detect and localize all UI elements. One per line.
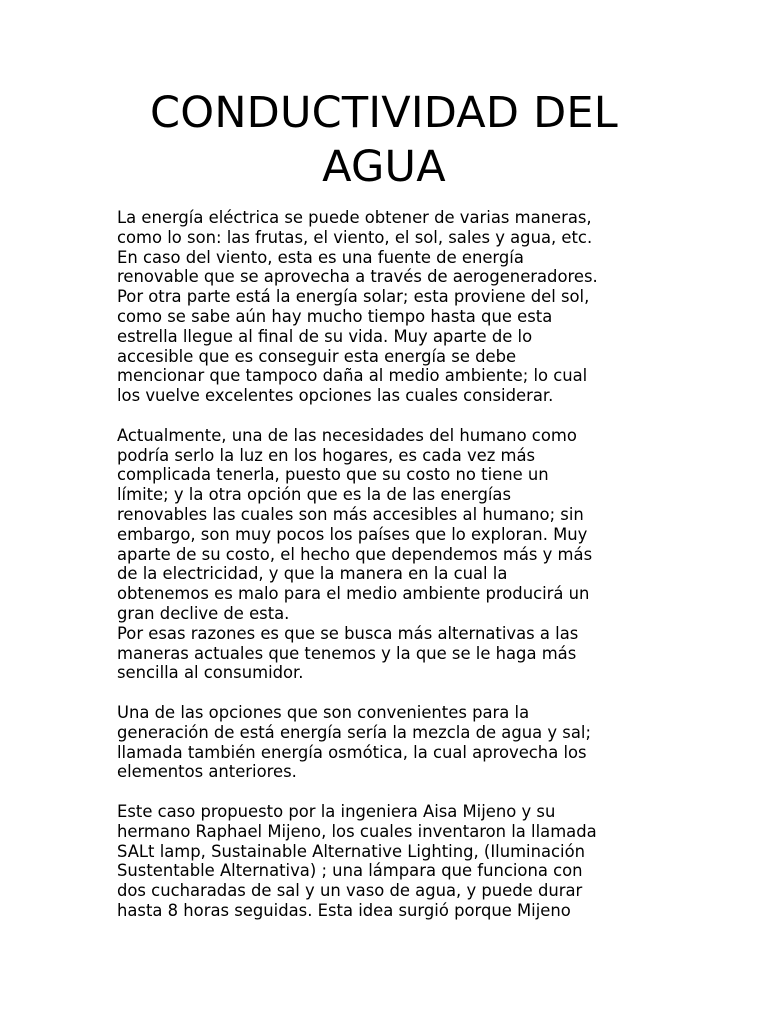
title-line: CONDUCTIVIDAD DEL xyxy=(150,88,618,138)
text-line: como se sabe aún hay mucho tiempo hasta que esta xyxy=(117,306,553,326)
document-body xyxy=(117,208,677,921)
text-line: generación de está energía sería la mezcla de agua y sal; xyxy=(117,722,591,742)
text-line: podría serlo la luz en los hogares, es cada vez más xyxy=(117,445,536,465)
text-line: elementos anteriores. xyxy=(117,762,297,782)
text-line: renovables las cuales son más accesibles al humano; sin xyxy=(117,504,584,524)
text-line: hasta 8 horas seguidas. Esta idea surgió porque Mijeno xyxy=(117,900,571,920)
text-line: llamada también energía osmótica, la cual aprovecha los xyxy=(117,742,587,762)
text-line: límite; y la otra opción que es la de las energías xyxy=(117,485,511,505)
text-line: La energía eléctrica se puede obtener de varias maneras, xyxy=(117,208,592,227)
text-line: hermano Raphael Mijeno, los cuales inventaron la llamada xyxy=(117,821,597,841)
paragraph-break xyxy=(117,782,677,802)
text-line: gran declive de esta. xyxy=(117,603,290,623)
text-line: dos cucharadas de sal y un vaso de agua, y puede durar xyxy=(117,881,583,901)
paragraph-break xyxy=(117,683,677,703)
text-line: SALt lamp, Sustainable Alternative Lighting, (Iluminación xyxy=(117,841,586,861)
text-line: los vuelve excelentes opciones las cuales considerar. xyxy=(117,386,554,406)
text-line: obtenemos es malo para el medio ambiente producirá un xyxy=(117,584,590,604)
text-line: complicada tenerla, puesto que su costo no tiene un xyxy=(117,465,549,485)
text-line: aparte de su costo, el hecho que dependemos más y más xyxy=(117,544,593,564)
text-line: mencionar que tampoco daña al medio ambiente; lo cual xyxy=(117,366,588,386)
document-title xyxy=(100,86,668,194)
text-line: como lo son: las frutas, el viento, el sol, sales y agua, etc. xyxy=(117,227,593,247)
text-line: En caso del viento, esta es una fuente de energía xyxy=(117,247,524,267)
text-line: accesible que es conseguir esta energía se debe xyxy=(117,346,517,366)
text-line: renovable que se aprovecha a través de aerogeneradores. xyxy=(117,267,598,287)
text-line: Por otra parte está la energía solar; esta proviene del sol, xyxy=(117,287,590,307)
text-line: Sustentable Alternativa) ; una lámpara que funciona con xyxy=(117,861,583,881)
title-line: AGUA xyxy=(322,142,446,192)
text-line: sencilla al consumidor. xyxy=(117,663,304,683)
text-line: estrella llegue al final de su vida. Muy aparte de lo xyxy=(117,326,533,346)
text-line: Actualmente, una de las necesidades del humano como xyxy=(117,425,577,445)
text-line: embargo, son muy pocos los países que lo exploran. Muy xyxy=(117,524,588,544)
paragraph-break xyxy=(117,406,677,426)
text-line: Una de las opciones que son convenientes para la xyxy=(117,702,530,722)
text-line: maneras actuales que tenemos y la que se le haga más xyxy=(117,643,577,663)
text-line: de la electricidad, y que la manera en la cual la xyxy=(117,564,508,584)
text-line: Este caso propuesto por la ingeniera Aisa Mijeno y su xyxy=(117,801,556,821)
text-line: Por esas razones es que se busca más alternativas a las xyxy=(117,623,579,643)
